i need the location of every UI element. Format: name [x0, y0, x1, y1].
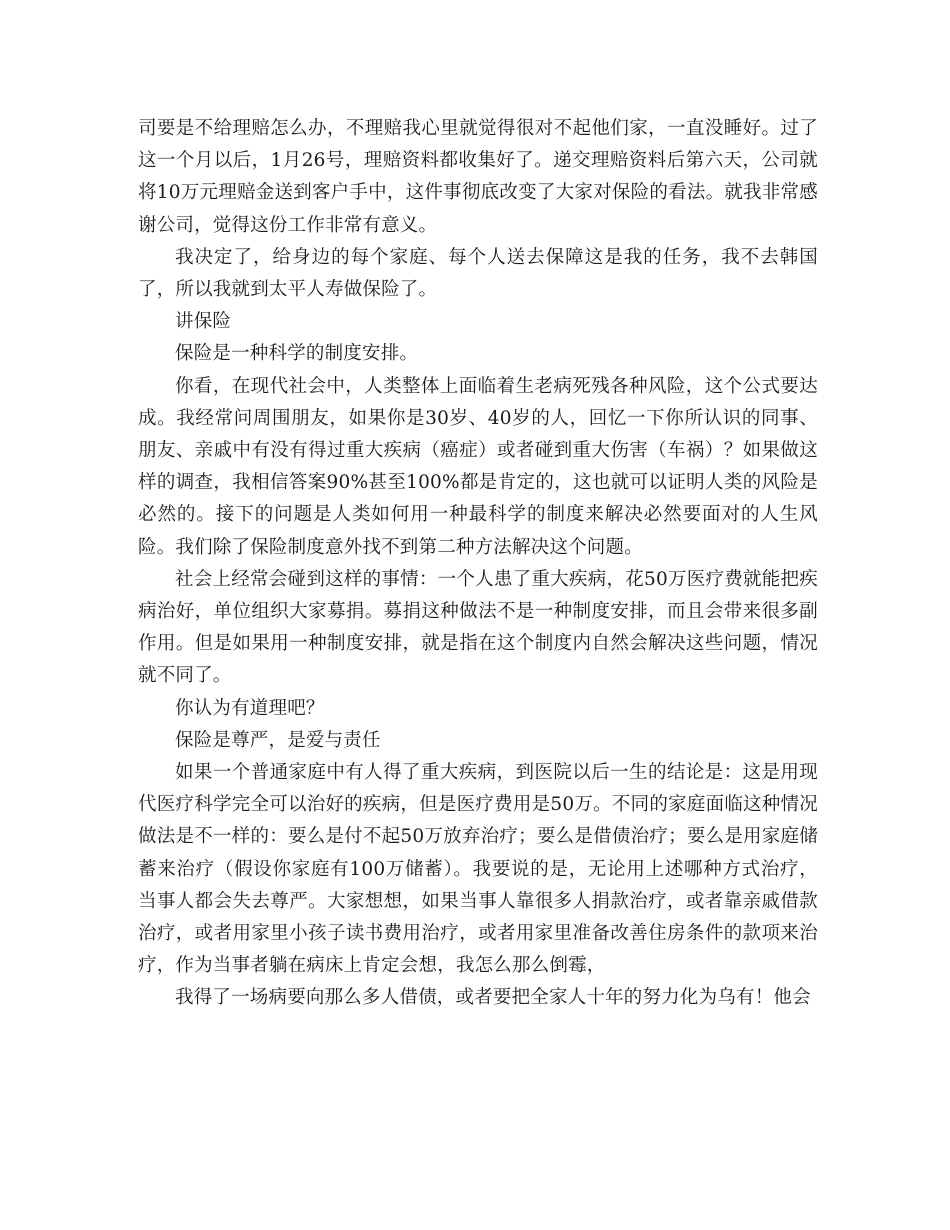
paragraph-5: 社会上经常会碰到这样的事情：一个人患了重大疾病，花50万医疗费就能把疾病治好，单位组织大家募捐。募捐这种做法不是一种制度安排，而且会带来很多副作用。但是如果用一种制度安排，就是指在这个制度内自然会解决这些问题，情况就不同了。: [138, 568, 818, 687]
section-heading-insurance: 讲保险: [175, 311, 232, 333]
paragraph-3: 保险是一种科学的制度安排。: [175, 343, 419, 365]
section-heading-dignity: 保险是尊严，是爱与责任: [175, 729, 381, 751]
paragraph-1: 司要是不给理赔怎么办，不理赔我心里就觉得很对不起他们家，一直没睡好。过了这一个月以后，1月26号，理赔资料都收集好了。递交理赔资料后第六天，公司就将10万元理赔金送到客户手中，这件事彻底改变了大家对保险的看法。就我非常感谢公司，觉得这份工作非常有意义。: [138, 118, 818, 236]
paragraph-7: 如果一个普通家庭中有人得了重大疾病，到医院以后一生的结论是：这是用现代医疗科学完全可以治好的疾病，但是医疗费用是50万。不同的家庭面临这种情况做法是不一样的：要么是付不起50万放弃治疗；要么是借债治疗；要么是用家庭储蓄来治疗（假设你家庭有100万储蓄）。我要说的是，无论用上述哪种方式治疗，当事人都会失去尊严。大家想想，如果当事人靠很多人捐款治疗，或者靠亲戚借款治疗，或者用家里小孩子读书费用治疗，或者用家里准备改善住房条件的款项来治疗，作为当事者躺在病床上肯定会想，我怎么那么倒霉，: [138, 762, 818, 977]
paragraph-2: 我决定了，给身边的每个家庭、每个人送去保障这是我的任务，我不去韩国了，所以我就到太平人寿做保险了。: [138, 246, 818, 301]
document-body: [138, 113, 818, 1015]
paragraph-8: 我得了一场病要向那么多人借债，或者要把全家人十年的努力化为乌有！他会: [175, 987, 811, 1009]
paragraph-4: 你看，在现代社会中，人类整体上面临着生老病死残各种风险，这个公式要达成。我经常问周围朋友，如果你是30岁、40岁的人，回忆一下你所认识的同事、朋友、亲戚中有没有得过重大疾病（癌症）或者碰到重大伤害（车祸）？如果做这样的调查，我相信答案90%甚至100%都是肯定的，这也就可以证明人类的风险是必然的。接下的问题是人类如何用一种最科学的制度来解决必然要面对的人生风险。我们除了保险制度意外找不到第二种方法解决这个问题。: [138, 375, 818, 558]
paragraph-6: 你认为有道理吧？: [175, 697, 325, 719]
